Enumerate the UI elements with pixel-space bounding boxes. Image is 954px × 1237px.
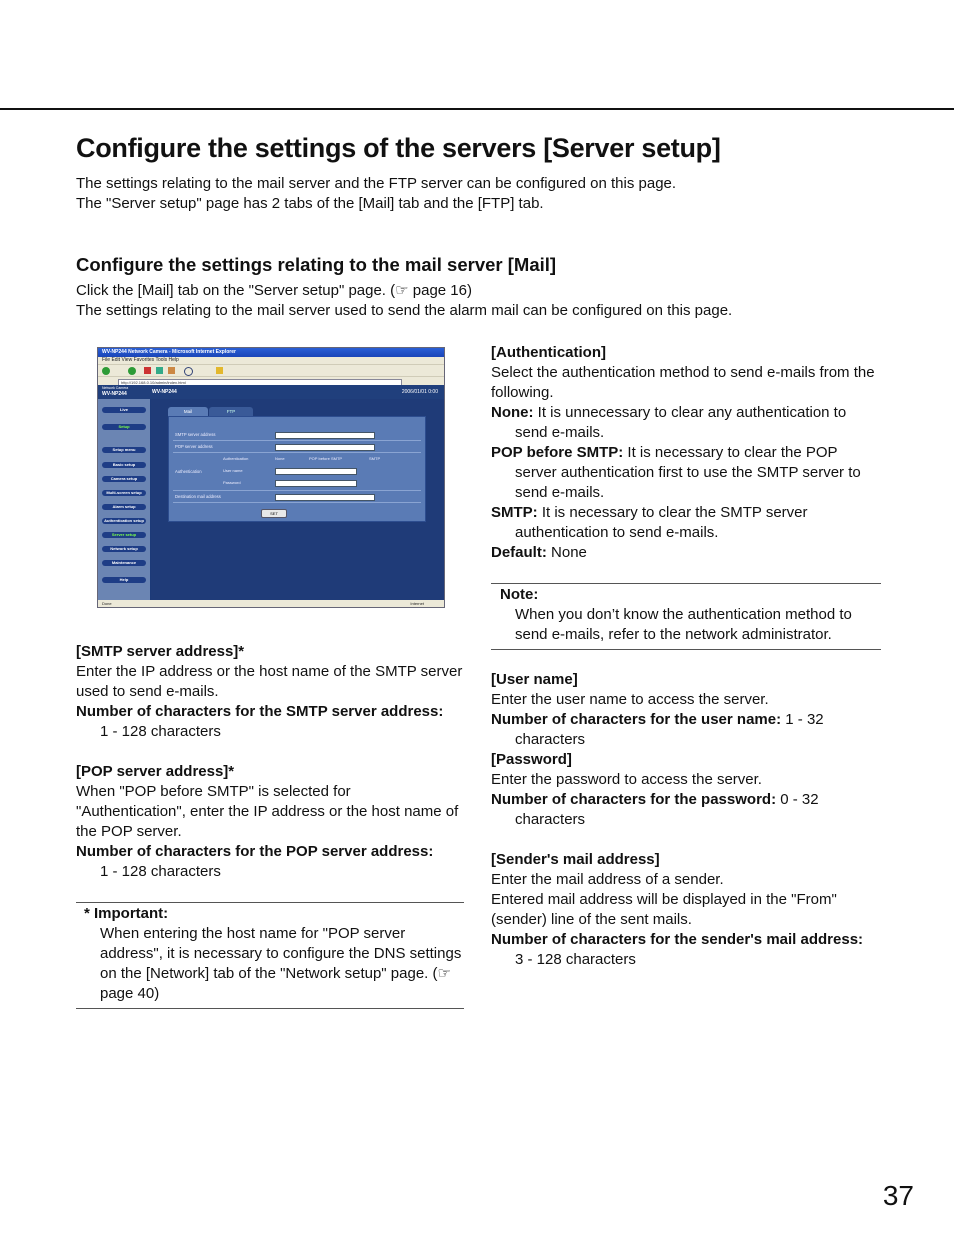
- sidebar-live: Live: [102, 407, 146, 413]
- user-count-value: 1 - 32 characters: [515, 711, 824, 748]
- camera-header: [98, 385, 444, 399]
- left-column: [76, 642, 464, 1009]
- intro-line: The settings relating to the mail server and the FTP server can be configured on this page.: [76, 175, 677, 192]
- model-left: WV-NP244: [102, 391, 127, 397]
- pop-heading: [POP server address]*: [76, 763, 235, 780]
- auth-heading: [Authentication]: [491, 344, 606, 361]
- password-count-label: Number of characters for the password:: [491, 791, 777, 808]
- password-count: [491, 790, 881, 830]
- pop-count-value: 1 - 128 characters: [100, 863, 221, 880]
- intro-line: The "Server setup" page has 2 tabs of the [Mail] tab and the [FTP] tab.: [76, 195, 544, 212]
- auth-label: Authentication: [223, 456, 249, 461]
- important-body: When entering the host name for "POP server address", it is necessary to configure the DNS settings on the [Network] tab of the "Network setup" page. (☞ page 40): [100, 925, 462, 1002]
- server-setup-screenshot: [97, 347, 445, 608]
- auth-group-label: Authentication: [175, 469, 202, 474]
- auth-smtp-text: It is necessary to clear the SMTP server authentication to send e-mails.: [515, 504, 808, 541]
- pop-count-label: Number of characters for the POP server address:: [76, 843, 434, 860]
- smtp-count-value: 1 - 128 characters: [100, 723, 221, 740]
- search-icon: [184, 367, 193, 376]
- address-field: http://192.168.0.10/admin/index.html: [118, 379, 402, 386]
- tab-mail: Mail: [168, 407, 208, 416]
- set-button: SET: [261, 509, 287, 518]
- intro: [76, 174, 896, 214]
- important-heading: * Important:: [84, 905, 169, 922]
- auth-option-pop: POP before SMTP: [309, 456, 343, 461]
- sidebar-authentication: Authentication setup: [102, 518, 146, 524]
- smtp-label: SMTP server address: [175, 432, 216, 437]
- dest-field: [275, 494, 375, 501]
- sidebar-setup-menu: Setup menu: [102, 447, 146, 453]
- auth-option-smtp: SMTP: [369, 456, 381, 461]
- sender-count-label: Number of characters for the sender's mail address:: [491, 931, 864, 948]
- user-field: [275, 468, 357, 475]
- user-description: Enter the user name to access the server.: [491, 691, 769, 708]
- smtp-count-label: Number of characters for the SMTP server address:: [76, 703, 444, 720]
- sidebar-maintenance: Maintenance: [102, 560, 146, 566]
- brand-label: Network Camera: [102, 386, 129, 390]
- sidebar-basic: Basic setup: [102, 462, 146, 468]
- dest-label: Destination mail address: [175, 494, 221, 499]
- status-bar: [98, 600, 444, 607]
- auth-pop-text: It is necessary to clear the POP server authentication first to use the SMTP server to send e-mails.: [515, 444, 861, 501]
- user-count: [491, 710, 881, 750]
- forward-icon: [128, 367, 136, 375]
- password-count-value: 0 - 32 characters: [515, 791, 819, 828]
- settings-area: [151, 399, 444, 600]
- sender-heading: [Sender's mail address]: [491, 851, 660, 868]
- auth-none-text: It is unnecessary to clear any authentication to send e-mails.: [515, 404, 847, 441]
- top-rule: [0, 108, 954, 110]
- datetime: 2006/01/01 0:00: [401, 389, 438, 395]
- pop-description: When "POP before SMTP" is selected for "Authentication", enter the IP address or the host name of the POP server.: [76, 783, 459, 840]
- section-line: Click the [Mail] tab on the "Server setup" page. (☞ page 16): [76, 282, 472, 299]
- sidebar-multiscreen: Multi-screen setup: [102, 490, 146, 496]
- auth-option-none: None: [275, 456, 285, 461]
- sidebar-alarm: Alarm setup: [102, 504, 146, 510]
- page-title: Configure the settings of the servers [Server setup]: [76, 133, 721, 163]
- note-box: [491, 583, 881, 650]
- smtp-description: Enter the IP address or the host name of the SMTP server used to send e-mails.: [76, 663, 463, 700]
- auth-default-label: Default:: [491, 544, 547, 561]
- sidebar-help: Help: [102, 577, 146, 583]
- section-line: The settings relating to the mail server used to send the alarm mail can be configured on this page.: [76, 302, 733, 319]
- sender-count-value: 3 - 128 characters: [515, 951, 636, 968]
- pop-row: [173, 441, 421, 453]
- window-title: WV-NP244 Network Camera - Microsoft Internet Explorer: [98, 348, 444, 357]
- page-number: 37: [882, 1180, 914, 1211]
- important-box: [76, 902, 464, 1009]
- sender-description-2: Entered mail address will be displayed in the "From" (sender) line of the sent mails.: [491, 891, 837, 928]
- smtp-heading: [SMTP server address]*: [76, 643, 245, 660]
- mail-settings-panel: [168, 416, 426, 522]
- browser-menu: File Edit View Favorites Tools Help: [98, 357, 444, 364]
- sidebar-network: Network setup: [102, 546, 146, 552]
- section-intro: [76, 281, 896, 321]
- sender-description-1: Enter the mail address of a sender.: [491, 871, 724, 888]
- sidebar-setup: Setup: [102, 424, 146, 430]
- smtp-row: [173, 429, 421, 441]
- right-column: [491, 343, 881, 970]
- auth-default: [491, 543, 881, 563]
- auth-default-text: None: [551, 544, 587, 561]
- favorites-icon: [216, 367, 223, 374]
- dest-row: [173, 491, 421, 503]
- pop-field: [275, 444, 375, 451]
- password-description: Enter the password to access the server.: [491, 771, 762, 788]
- sidebar-camera: Camera setup: [102, 476, 146, 482]
- sidebar: [98, 399, 150, 600]
- smtp-field: [275, 432, 375, 439]
- auth-none-label: None:: [491, 404, 534, 421]
- auth-smtp-label: SMTP:: [491, 504, 538, 521]
- auth-none: [491, 403, 881, 443]
- stop-icon: [144, 367, 151, 374]
- password-heading: [Password]: [491, 751, 572, 768]
- tab-ftp: FTP: [209, 407, 253, 416]
- user-heading: [User name]: [491, 671, 578, 688]
- password-field: [275, 480, 357, 487]
- home-icon: [168, 367, 175, 374]
- password-label: Password: [223, 480, 241, 485]
- section-heading: Configure the settings relating to the mail server [Mail]: [76, 254, 557, 275]
- auth-group: [173, 453, 421, 491]
- note-body: When you don’t know the authentication method to send e-mails, refer to the network administrator.: [515, 606, 852, 643]
- model-center: WV-NP244: [152, 389, 177, 395]
- sidebar-server: Server setup: [102, 532, 146, 538]
- user-label: User name: [223, 468, 243, 473]
- user-count-label: Number of characters for the user name:: [491, 711, 782, 728]
- back-icon: [102, 367, 110, 375]
- refresh-icon: [156, 367, 163, 374]
- auth-description: Select the authentication method to send e-mails from the following.: [491, 364, 875, 401]
- auth-pop: [491, 443, 881, 503]
- status-left: Done: [102, 601, 112, 606]
- note-heading: Note:: [500, 586, 539, 603]
- auth-pop-label: POP before SMTP:: [491, 444, 624, 461]
- pop-label: POP server address: [175, 444, 213, 449]
- auth-smtp: [491, 503, 881, 543]
- status-right: Internet: [410, 601, 424, 606]
